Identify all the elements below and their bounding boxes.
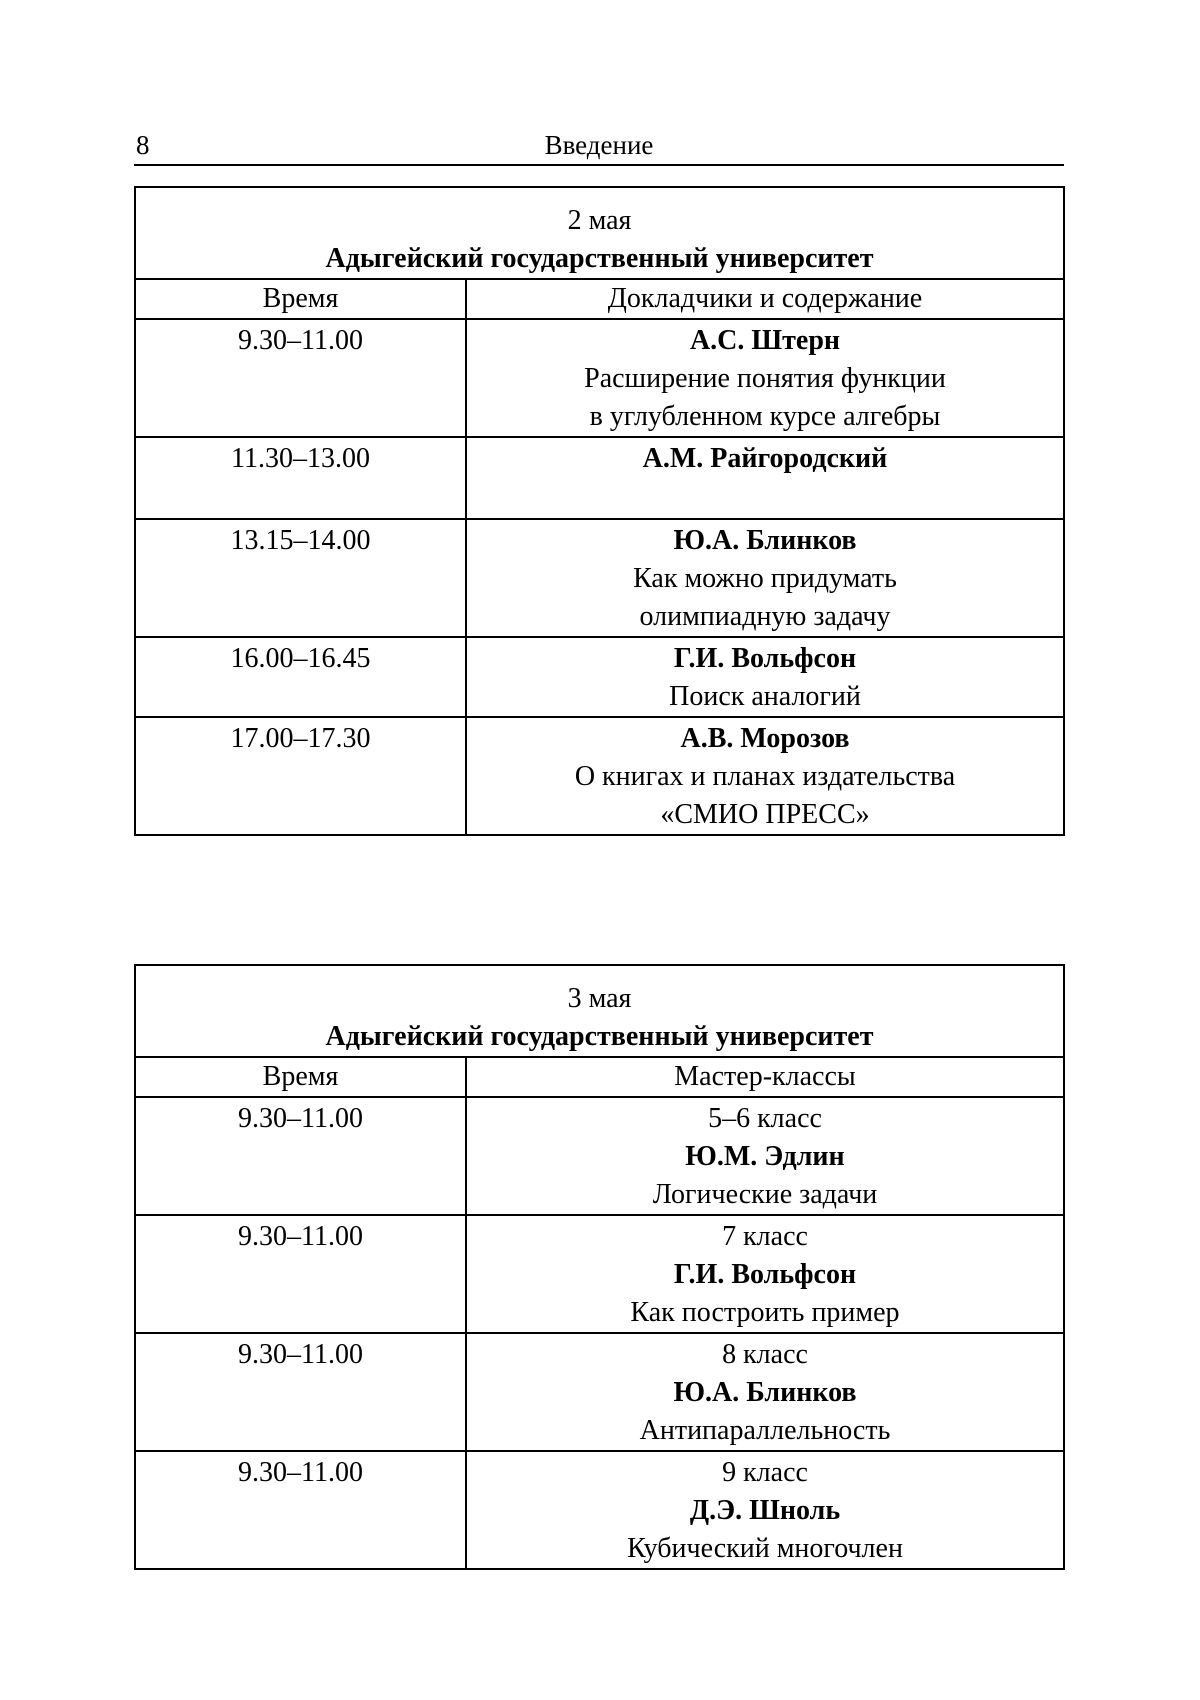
grade-label: 5–6 класс xyxy=(467,1100,1063,1138)
table-header-row xyxy=(135,279,1064,319)
talk-title-line: в углубленном курсе алгебры xyxy=(467,398,1063,436)
content-cell xyxy=(466,717,1064,835)
time-cell: 9.30–11.00 xyxy=(135,1097,466,1215)
speaker-name: Г.И. Вольфсон xyxy=(467,640,1063,678)
masterclass-topic: Кубический многочлен xyxy=(467,1530,1063,1568)
time-cell: 13.15–14.00 xyxy=(135,519,466,637)
column-header-time: Время xyxy=(135,279,466,319)
masterclass-topic: Логические задачи xyxy=(467,1176,1063,1214)
content-cell xyxy=(466,1097,1064,1215)
column-header-content: Мастер-классы xyxy=(466,1057,1064,1097)
table-row xyxy=(135,319,1064,437)
speaker-name: А.В. Морозов xyxy=(467,720,1063,758)
schedule-table-day1 xyxy=(134,186,1065,836)
schedule-venue: Адыгейский государственный университет xyxy=(136,1018,1063,1056)
table-title-cell xyxy=(135,187,1064,279)
table-row xyxy=(135,1215,1064,1333)
time-cell: 16.00–16.45 xyxy=(135,637,466,717)
time-cell: 11.30–13.00 xyxy=(135,437,466,519)
table-header-row xyxy=(135,1057,1064,1097)
grade-label: 7 класс xyxy=(467,1218,1063,1256)
content-cell xyxy=(466,437,1064,519)
talk-title-line: Расширение понятия функции xyxy=(467,360,1063,398)
time-cell: 17.00–17.30 xyxy=(135,717,466,835)
schedule-table-day2 xyxy=(134,964,1065,1570)
table-row xyxy=(135,637,1064,717)
table-title-row xyxy=(135,965,1064,1057)
table-title-row xyxy=(135,187,1064,279)
speaker-name: А.С. Штерн xyxy=(467,322,1063,360)
column-header-time: Время xyxy=(135,1057,466,1097)
time-cell: 9.30–11.00 xyxy=(135,1333,466,1451)
content-cell xyxy=(466,637,1064,717)
talk-title-line: Как можно придумать xyxy=(467,560,1063,598)
running-head xyxy=(134,128,1064,166)
time-cell: 9.30–11.00 xyxy=(135,1451,466,1569)
section-title: Введение xyxy=(134,130,1064,161)
speaker-name: Ю.А. Блинков xyxy=(467,1374,1063,1412)
speaker-name: Д.Э. Шноль xyxy=(467,1492,1063,1530)
talk-title-line: О книгах и планах издательства xyxy=(467,758,1063,796)
content-cell xyxy=(466,519,1064,637)
content-cell xyxy=(466,1451,1064,1569)
table-row xyxy=(135,437,1064,519)
content-cell xyxy=(466,1215,1064,1333)
table-row xyxy=(135,1451,1064,1569)
column-header-content: Докладчики и содержание xyxy=(466,279,1064,319)
schedule-venue: Адыгейский государственный университет xyxy=(136,240,1063,278)
time-cell: 9.30–11.00 xyxy=(135,1215,466,1333)
grade-label: 8 класс xyxy=(467,1336,1063,1374)
table-row xyxy=(135,519,1064,637)
speaker-name: Ю.А. Блинков xyxy=(467,522,1063,560)
talk-title-line: «СМИО ПРЕСС» xyxy=(467,796,1063,834)
masterclass-topic: Как построить пример xyxy=(467,1294,1063,1332)
time-cell: 9.30–11.00 xyxy=(135,319,466,437)
content-cell xyxy=(466,319,1064,437)
schedule-date: 2 мая xyxy=(136,202,1063,240)
table-title-cell xyxy=(135,965,1064,1057)
schedule-date: 3 мая xyxy=(136,980,1063,1018)
content-cell xyxy=(466,1333,1064,1451)
grade-label: 9 класс xyxy=(467,1454,1063,1492)
page-number: 8 xyxy=(136,130,150,161)
table-row xyxy=(135,1097,1064,1215)
masterclass-topic: Антипараллельность xyxy=(467,1412,1063,1450)
table-row xyxy=(135,1333,1064,1451)
talk-title-line: Поиск аналогий xyxy=(467,678,1063,716)
talk-title-line: олимпиадную задачу xyxy=(467,598,1063,636)
speaker-name: Ю.М. Эдлин xyxy=(467,1138,1063,1176)
speaker-name: А.М. Райгородский xyxy=(467,440,1063,478)
speaker-name: Г.И. Вольфсон xyxy=(467,1256,1063,1294)
table-row xyxy=(135,717,1064,835)
